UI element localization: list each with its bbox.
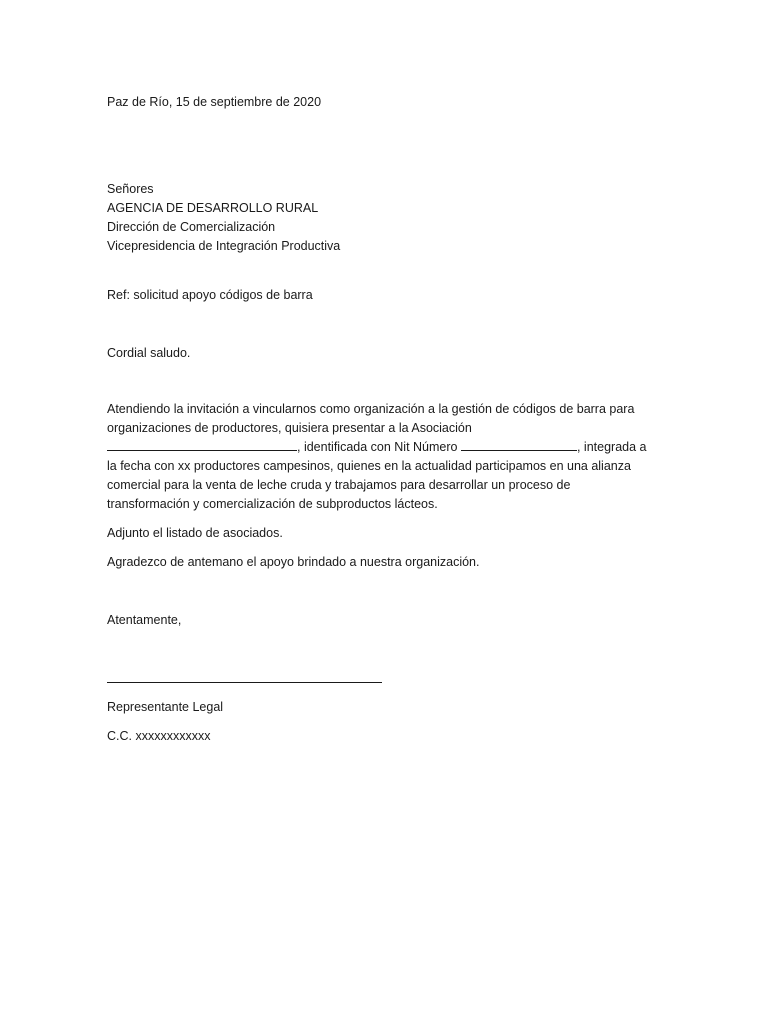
closing-line: Atentamente,: [107, 613, 182, 627]
recipient-vicepresidency: Vicepresidencia de Integración Productiva: [107, 239, 341, 253]
recipient-directorate: Dirección de Comercialización: [107, 220, 276, 234]
recipient-block: [107, 180, 340, 256]
body-line: la fecha con xx productores campesinos, quienes en la actualidad participamos en una alianza: [107, 459, 631, 473]
signature-line: [107, 682, 382, 683]
nit-number-blank: [461, 438, 577, 451]
signer-id: C.C. xxxxxxxxxxxx: [107, 729, 211, 743]
enclosure-line: Adjunto el listado de asociados.: [107, 526, 283, 540]
recipient-agency: AGENCIA DE DESARROLLO RURAL: [107, 201, 319, 215]
body-line: transformación y comercialización de subproductos lácteos.: [107, 497, 438, 511]
signer-title: Representante Legal: [107, 700, 224, 714]
greeting: Cordial saludo.: [107, 346, 191, 360]
association-name-blank: [107, 438, 297, 451]
body-line-fragment: , identificada con Nit Número: [297, 440, 458, 454]
recipient-salutation: Señores: [107, 182, 154, 196]
body-line: comercial para la venta de leche cruda y trabajamos para desarrollar un proceso de: [107, 478, 571, 492]
body-line-fragment: , integrada a: [576, 440, 647, 454]
body-paragraph: [107, 400, 667, 514]
body-line: Atendiendo la invitación a vincularnos como organización a la gestión de códigos de barra para: [107, 402, 635, 416]
thanks-line: Agradezco de antemano el apoyo brindado a nuestra organización.: [107, 555, 480, 569]
body-line: organizaciones de productores, quisiera presentar a la Asociación: [107, 421, 472, 435]
reference-line: Ref: solicitud apoyo códigos de barra: [107, 288, 313, 302]
date-line: Paz de Río, 15 de septiembre de 2020: [107, 95, 322, 109]
body-line-with-blanks: [107, 438, 667, 457]
